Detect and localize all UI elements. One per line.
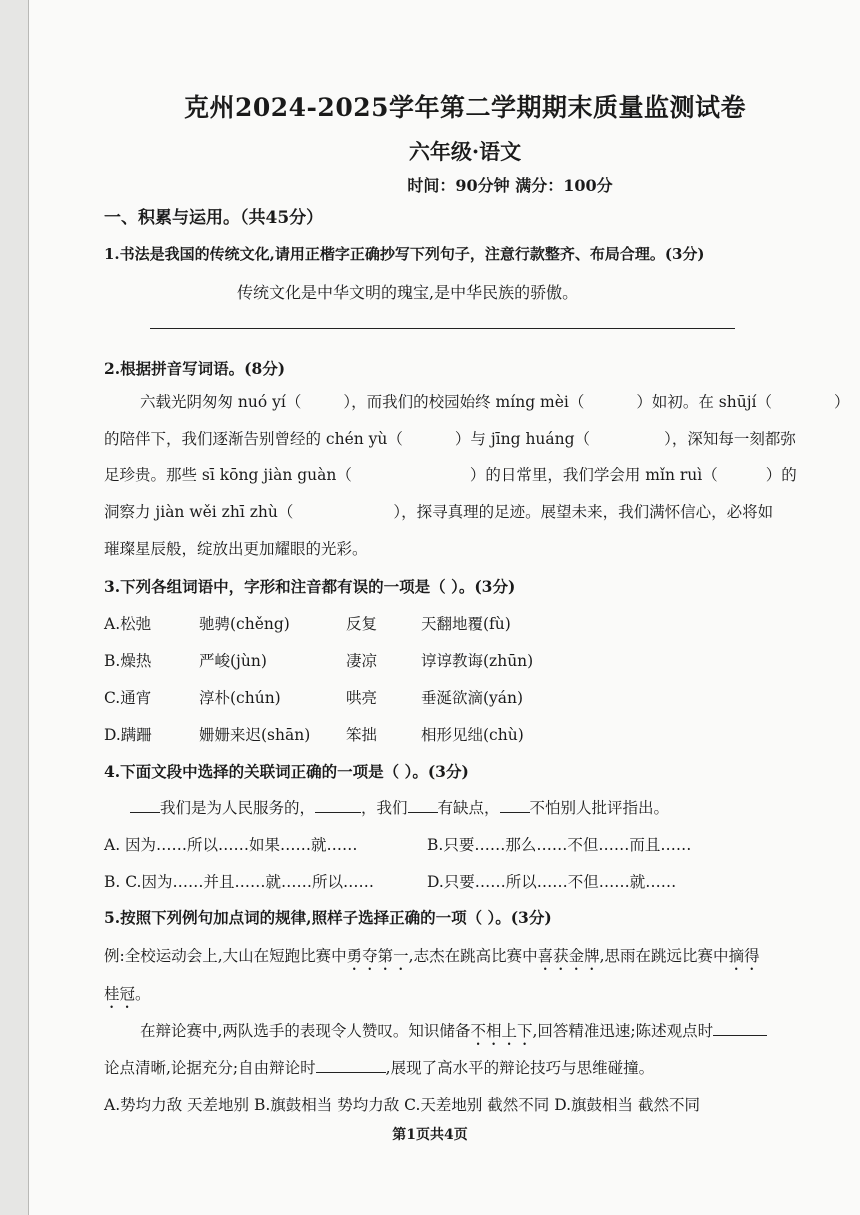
q3-option-b-word1: 严峻(jùn) (199, 652, 267, 670)
q5-dotted-word: 喜获金牌 (537, 947, 600, 965)
q2-line-3 (104, 463, 797, 485)
q4-stem: 4.下面文段中选择的关联词正确的一项是（ ）。(3分) (104, 762, 469, 781)
q5-dotted-word: 勇夺第一 (346, 947, 409, 965)
q5-example-text: ,志杰在跳高比赛中 (408, 947, 538, 965)
q4-option-a[interactable]: A. 因为……所以……如果……就…… (104, 836, 358, 854)
q2-text: 六载光阴匆匆 nuó yí（ (140, 393, 302, 411)
exam-title: 克州2024-2025学年第二学期期末质量监测试卷 (183, 93, 747, 122)
q3-option-b-word2: 凄凉 (346, 652, 378, 670)
q5-paragraph-1 (140, 1019, 767, 1049)
section-heading: 一、积累与运用。（共45分） (104, 208, 324, 228)
q2-text: ）的日常里，我们学会用 mǐn ruì（ (469, 466, 718, 484)
q5-para-text: ,展现了高水平的辩论技巧与思维碰撞。 (385, 1059, 655, 1077)
q4-sentence-part: 不怕别人批评指出。 (529, 799, 670, 817)
q3-option-a-letter[interactable]: A.松弛 (104, 615, 152, 633)
exam-time-info: 时间：90分钟 满分：100分 (407, 176, 613, 195)
q4-option-b[interactable]: B.只要……那么……不但……而且…… (427, 836, 692, 854)
q2-line-1 (140, 390, 850, 412)
q5-para-text: 在辩论赛中,两队选手的表现令人赞叹。知识储备 (140, 1022, 471, 1040)
q2-text: ），深知每一刻都弥 (664, 430, 796, 448)
q3-option-a-word1: 驰骋(chěng) (199, 615, 290, 633)
q5-example-text: ,思雨在跳远比赛中 (599, 947, 729, 965)
q3-option-d-letter[interactable]: D.蹒跚 (104, 726, 152, 744)
q3-option-d-word2: 笨拙 (346, 726, 378, 744)
q4-sentence-part: 有缺点， (437, 799, 500, 817)
q4-option-d[interactable]: D.只要……所以……不但……就…… (427, 873, 677, 891)
q5-dotted-word: 摘得 (728, 947, 760, 965)
q4-sentence (130, 796, 669, 818)
q3-option-c-word2: 哄亮 (346, 689, 378, 707)
q1-answer-line[interactable] (150, 328, 735, 329)
q4-sentence-part: ，我们 (361, 799, 408, 817)
q1-stem: 1.书法是我国的传统文化,请用正楷字正确抄写下列句子，注意行款整齐、布局合理。(3分) (104, 245, 705, 263)
q5-dotted-word: 不相上下 (470, 1022, 533, 1040)
q5-blank-1[interactable] (713, 1020, 767, 1037)
q5-example-cont (104, 982, 151, 1012)
q3-option-d-word1: 姗姗来迟(shān) (199, 726, 311, 744)
q5-para-text: 论点清晰,论据充分;自由辩论时 (104, 1059, 316, 1077)
q2-text: ），而我们的校园始终 míng mèi（ (343, 393, 585, 411)
q2-text: ）的 (765, 466, 797, 484)
q4-option-c[interactable]: B. C.因为……并且……就……所以…… (104, 873, 374, 891)
q2-line-5: 璀璨星辰般，绽放出更加耀眼的光彩。 (104, 540, 368, 558)
q5-example-text: 。 (135, 985, 151, 1003)
q5-dotted-word: 桂冠 (104, 985, 136, 1003)
q5-stem: 5.按照下列例句加点词的规律,照样子选择正确的一项（ ）。(3分) (104, 908, 552, 927)
q4-blank-1[interactable] (130, 797, 160, 814)
q2-text: 洞察力 jiàn wěi zhī zhù（ (104, 503, 294, 521)
q3-option-b-word3: 谆谆教诲(zhūn) (421, 652, 534, 670)
q2-line-4 (104, 500, 773, 522)
q5-example-text: 例:全校运动会上,大山在短跑比赛中 (104, 947, 347, 965)
q4-blank-2[interactable] (315, 797, 361, 814)
q2-text: ）如初。在 shūjí（ (636, 393, 772, 411)
q3-option-a-word3: 天翻地覆(fù) (421, 615, 511, 633)
q3-option-c-word3: 垂涎欲滴(yán) (421, 689, 524, 707)
q5-para-text: ,回答精准迅速;陈述观点时 (532, 1022, 714, 1040)
q5-options[interactable]: A.势均力敌 天差地别 B.旗鼓相当 势均力敌 C.天差地别 截然不同 D.旗鼓相当 截然不同 (104, 1096, 700, 1114)
q5-blank-2[interactable] (316, 1057, 386, 1074)
q2-text: ） (834, 393, 850, 411)
q2-stem: 2.根据拼音写词语。(8分) (104, 359, 286, 378)
q4-blank-4[interactable] (500, 797, 530, 814)
q3-stem: 3.下列各组词语中，字形和注音都有误的一项是（ ）。(3分) (104, 577, 516, 596)
page-footer: 第1页共4页 (392, 1127, 468, 1143)
q5-example (104, 944, 760, 974)
q3-option-c-word1: 淳朴(chún) (199, 689, 281, 707)
q4-sentence-part: 我们是为人民服务的， (160, 799, 316, 817)
q2-text: 的陪伴下，我们逐渐告别曾经的 chén yù（ (104, 430, 403, 448)
q2-text: 足珍贵。那些 sī kōng jiàn guàn（ (104, 466, 352, 484)
q2-text: ）与 jīng huáng（ (454, 430, 591, 448)
q3-option-b-letter[interactable]: B.燥热 (104, 652, 152, 670)
q3-option-a-word2: 反复 (346, 615, 378, 633)
q3-option-d-word3: 相形见绌(chù) (421, 726, 524, 744)
q4-blank-3[interactable] (408, 797, 438, 814)
q2-text: ），探寻真理的足迹。展望未来，我们满怀信心，必将如 (393, 503, 774, 521)
exam-subtitle: 六年级·语文 (408, 139, 522, 164)
q5-paragraph-2 (104, 1056, 654, 1078)
q1-sentence: 传统文化是中华文明的瑰宝,是中华民族的骄傲。 (237, 283, 579, 302)
q3-option-c-letter[interactable]: C.通宵 (104, 689, 152, 707)
q2-line-2 (104, 427, 796, 449)
